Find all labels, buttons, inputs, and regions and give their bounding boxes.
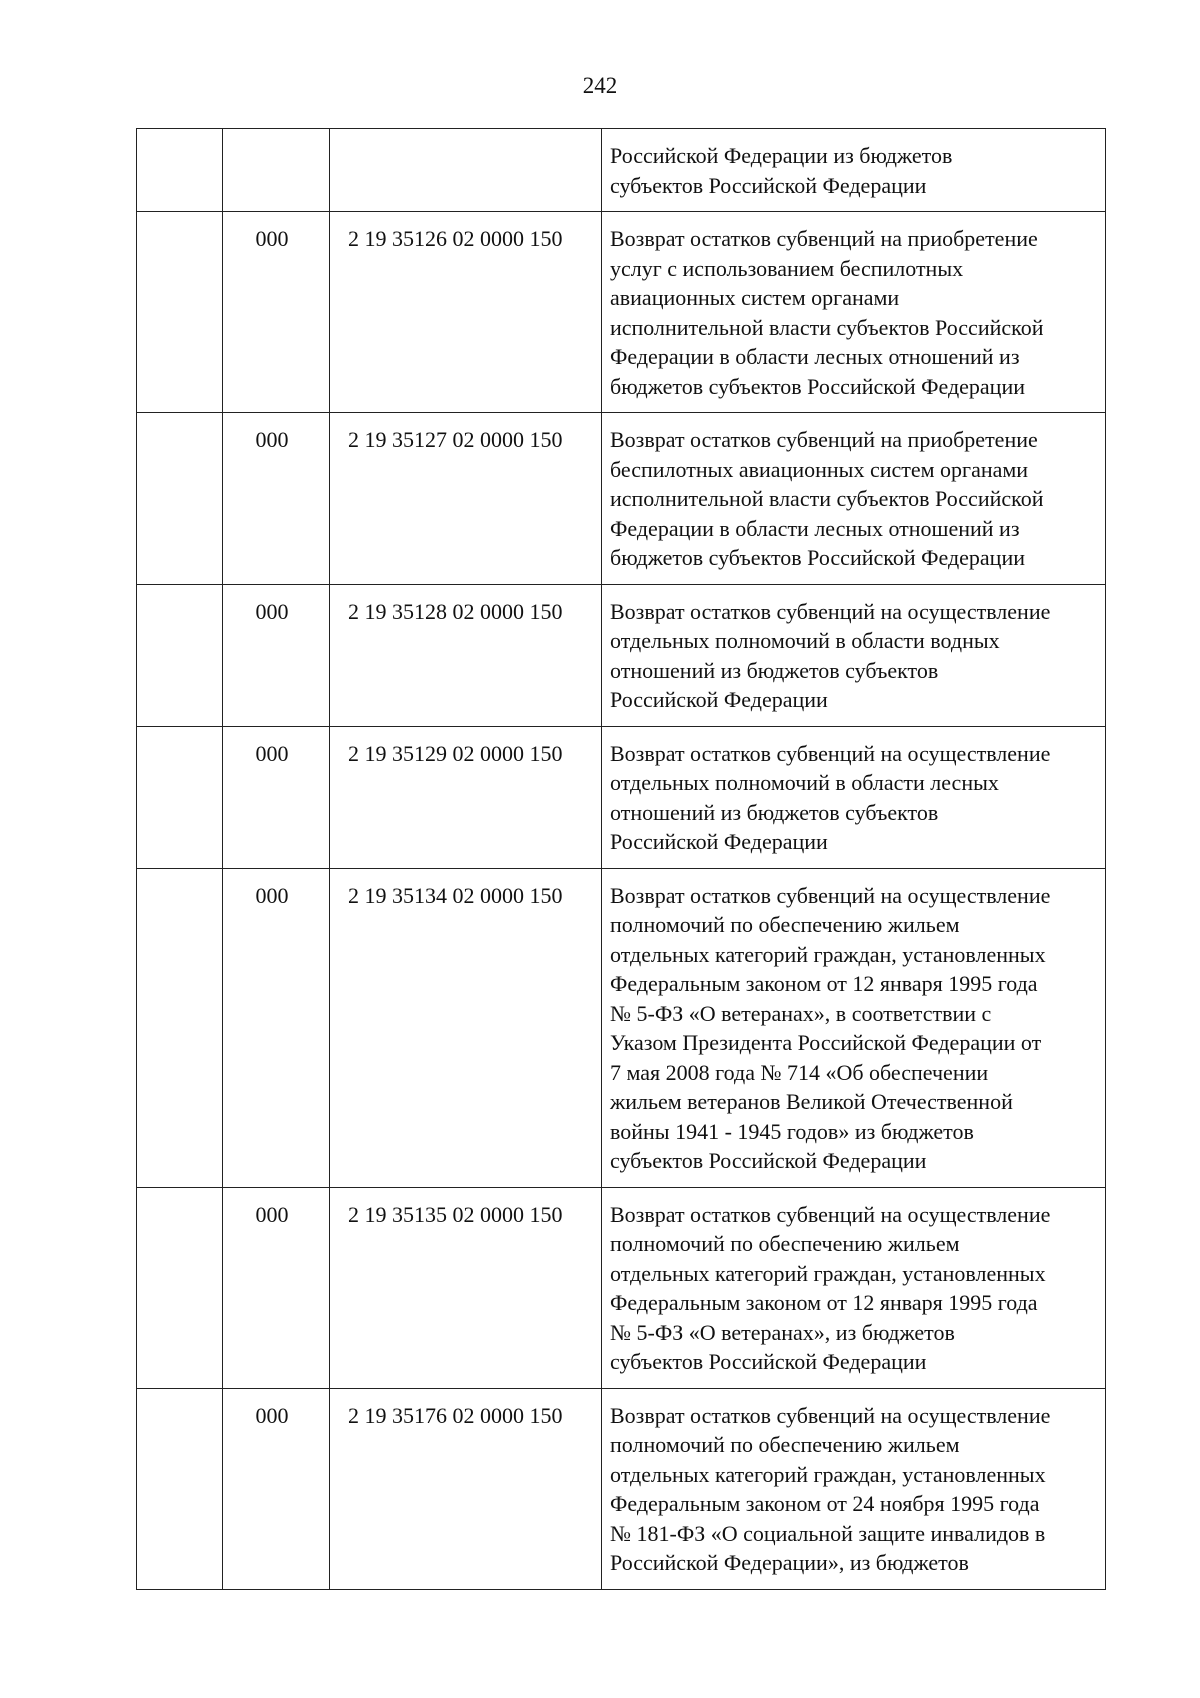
description-line: Федерации в области лесных отношений из	[610, 515, 1020, 541]
table-row	[137, 868, 1106, 1187]
budget-code-cell: 2 19 35128 02 0000 150	[330, 584, 602, 726]
description-line: отношений из бюджетов субъектов	[610, 799, 939, 825]
row-number-cell	[137, 1187, 223, 1388]
description-line: Возврат остатков субвенций на приобретение	[610, 427, 1038, 452]
description-line: отдельных полномочий в области водных	[610, 628, 1000, 653]
description-line: Российской Федерации», из бюджетов	[610, 1550, 969, 1575]
description-line: жильем ветеранов Великой Отечественной	[610, 1089, 1013, 1114]
description-line: бюджетов субъектов Российской Федерации	[610, 545, 1025, 570]
description-line: субъектов Российской Федерации	[610, 1349, 927, 1374]
description-cell	[602, 584, 1106, 726]
description-line: Возврат остатков субвенций на приобретение	[610, 226, 1038, 251]
description-line: авиационных систем органами	[610, 285, 900, 310]
table-row	[137, 726, 1106, 868]
row-number-cell	[137, 1388, 223, 1589]
budget-code-cell	[330, 129, 602, 212]
admin-code-cell	[223, 129, 330, 212]
description-line: полномочий по обеспечению жильем	[610, 912, 960, 937]
description-line: № 5-ФЗ «О ветеранах», в соответствии с	[610, 1000, 992, 1026]
budget-code-cell: 2 19 35127 02 0000 150	[330, 413, 602, 585]
admin-code-cell: 000	[223, 868, 330, 1187]
description-line: Возврат остатков субвенций на осуществление	[610, 882, 1051, 908]
description-line: № 181-ФЗ «О социальной защите инвалидов в	[610, 1520, 1046, 1546]
description-line: Федеральным законом от 24 ноября 1995 года	[610, 1491, 1040, 1516]
description-line: Российской Федерации	[610, 829, 828, 854]
description-line: Возврат остатков субвенций на осуществление	[610, 740, 1051, 766]
description-line: бюджетов субъектов Российской Федерации	[610, 373, 1025, 399]
description-line: отдельных категорий граждан, установленных	[610, 1260, 1046, 1286]
description-line: Возврат остатков субвенций на осуществление	[610, 1402, 1051, 1428]
row-number-cell	[137, 413, 223, 585]
description-cell	[602, 1187, 1106, 1388]
description-line: исполнительной власти субъектов Российской	[610, 486, 1044, 511]
description-line: войны 1941 - 1945 годов» из бюджетов	[610, 1118, 974, 1144]
description-line: Федерации в области лесных отношений из	[610, 344, 1020, 369]
row-number-cell	[137, 212, 223, 413]
description-line: отдельных категорий граждан, установленных	[610, 941, 1046, 967]
table-row	[137, 1187, 1106, 1388]
budget-code-cell: 2 19 35126 02 0000 150	[330, 212, 602, 413]
row-number-cell	[137, 726, 223, 868]
row-number-cell	[137, 129, 223, 212]
admin-code-cell: 000	[223, 1388, 330, 1589]
description-line: Возврат остатков субвенций на осуществление	[610, 598, 1051, 624]
description-line: услуг с использованием беспилотных	[610, 255, 964, 281]
description-line: 7 мая 2008 года № 714 «Об обеспечении	[610, 1059, 989, 1085]
description-line: отдельных категорий граждан, установленных	[610, 1461, 1046, 1487]
description-line: Российской Федерации	[610, 687, 828, 712]
description-line: исполнительной власти субъектов Российской	[610, 314, 1044, 340]
admin-code-cell: 000	[223, 1187, 330, 1388]
budget-code-cell: 2 19 35176 02 0000 150	[330, 1388, 602, 1589]
description-line: Федеральным законом от 12 января 1995 года	[610, 1290, 1038, 1315]
description-line: Указом Президента Российской Федерации от	[610, 1030, 1042, 1055]
page-number: 242	[582, 73, 618, 98]
table-row	[137, 129, 1106, 212]
description-cell	[602, 129, 1106, 212]
description-line: № 5-ФЗ «О ветеранах», из бюджетов	[610, 1319, 955, 1345]
row-number-cell	[137, 868, 223, 1187]
row-number-cell	[137, 584, 223, 726]
budget-code-cell: 2 19 35135 02 0000 150	[330, 1187, 602, 1388]
description-line: отдельных полномочий в области лесных	[610, 770, 999, 795]
budget-code-cell: 2 19 35134 02 0000 150	[330, 868, 602, 1187]
admin-code-cell: 000	[223, 212, 330, 413]
description-line: Российской Федерации из бюджетов	[610, 143, 953, 168]
description-line: Возврат остатков субвенций на осуществление	[610, 1201, 1051, 1227]
description-cell	[602, 726, 1106, 868]
description-line: Федеральным законом от 12 января 1995 года	[610, 971, 1038, 996]
description-cell	[602, 413, 1106, 585]
description-line: беспилотных авиационных систем органами	[610, 456, 1029, 482]
admin-code-cell: 000	[223, 413, 330, 585]
table-body	[137, 129, 1106, 1590]
admin-code-cell: 000	[223, 584, 330, 726]
description-line: полномочий по обеспечению жильем	[610, 1432, 960, 1457]
table-row	[137, 584, 1106, 726]
admin-code-cell: 000	[223, 726, 330, 868]
table-row	[137, 413, 1106, 585]
description-line: полномочий по обеспечению жильем	[610, 1231, 960, 1256]
description-cell	[602, 868, 1106, 1187]
table-row	[137, 212, 1106, 413]
table-row	[137, 1388, 1106, 1589]
description-cell	[602, 1388, 1106, 1589]
budget-code-cell: 2 19 35129 02 0000 150	[330, 726, 602, 868]
budget-classification-table	[136, 128, 1106, 1590]
description-line: субъектов Российской Федерации	[610, 1148, 927, 1173]
description-line: отношений из бюджетов субъектов	[610, 657, 939, 683]
description-cell	[602, 212, 1106, 413]
description-line: субъектов Российской Федерации	[610, 172, 927, 198]
